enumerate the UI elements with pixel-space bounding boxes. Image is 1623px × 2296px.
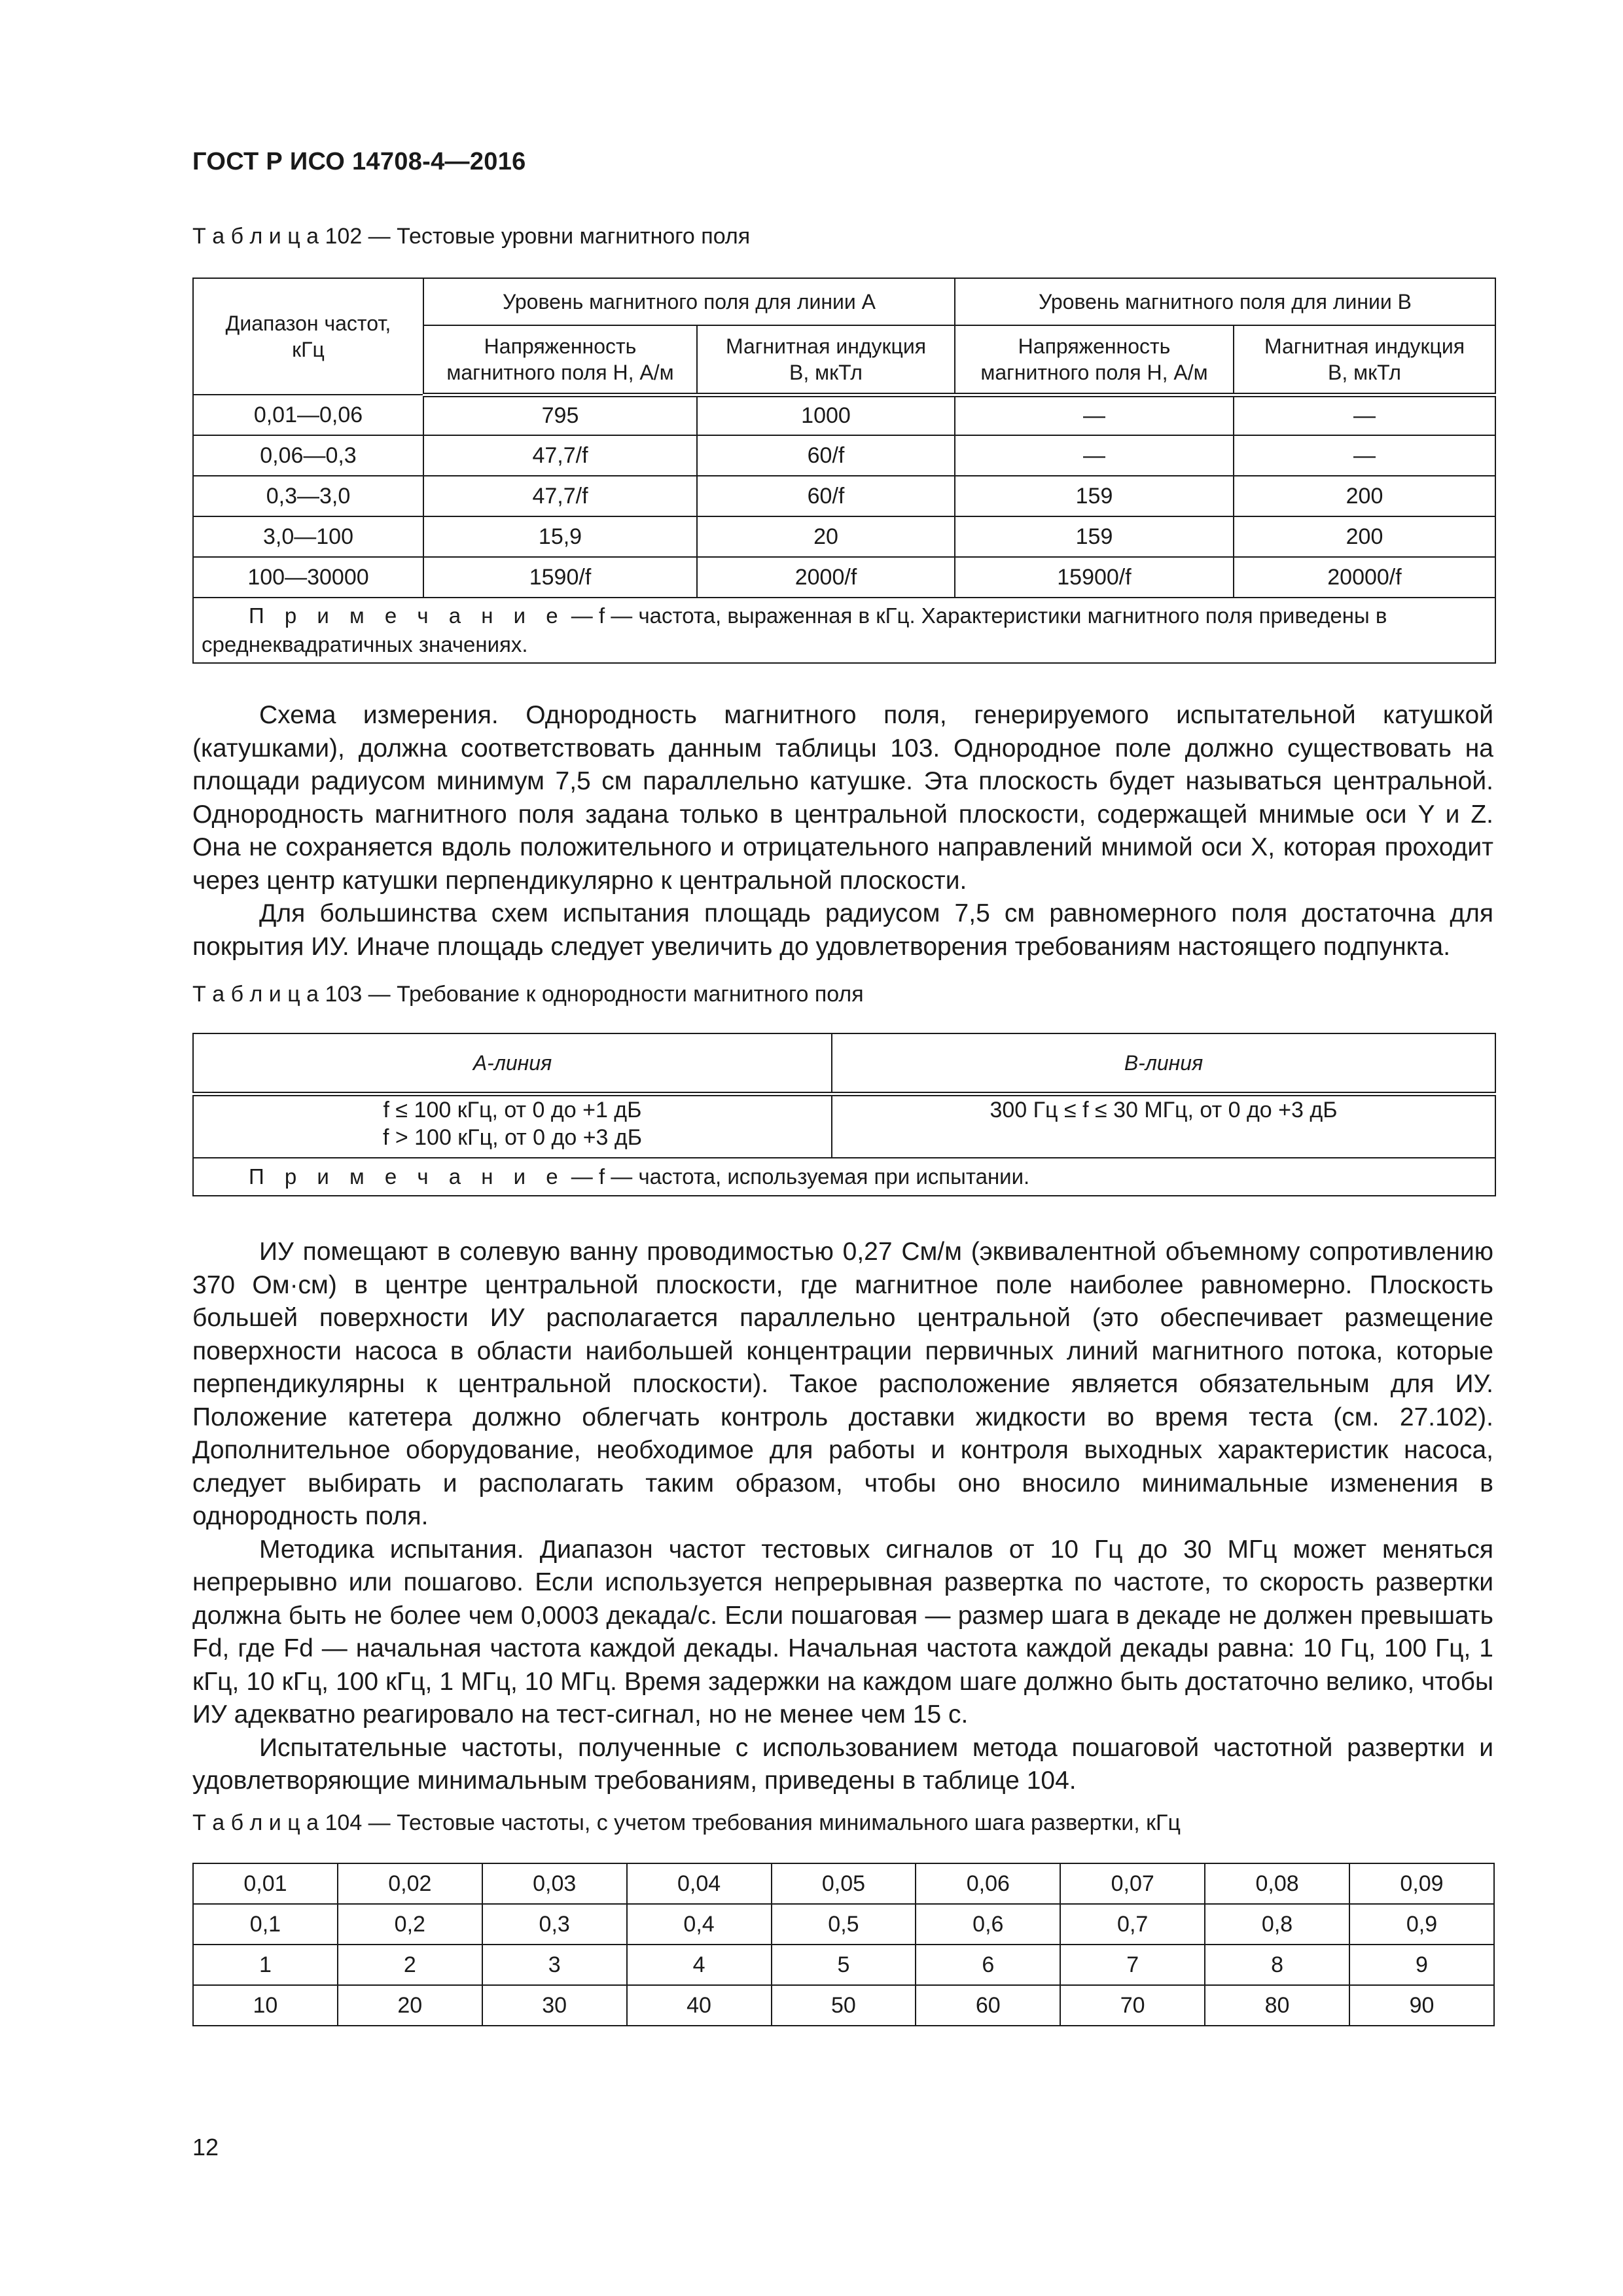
group-header-line-b: Уровень магнитного поля для линии B	[955, 278, 1495, 325]
table-cell: —	[1234, 435, 1495, 476]
a-line-requirement	[193, 1094, 832, 1158]
table-cell: 1000	[697, 395, 955, 435]
table-cell: 2000/f	[697, 557, 955, 598]
note-text: — f — частота, выраженная в кГц. Характеристики магнитного поля приведены в среднеквадратичных значениях.	[202, 603, 1387, 656]
sub-header-h-b: Напряженность магнитного поля H, А/м	[955, 325, 1234, 395]
table-cell: 80	[1205, 1985, 1349, 2026]
table-103-note	[193, 1158, 1495, 1196]
sub-header-h-a: Напряженность магнитного поля H, А/м	[423, 325, 697, 395]
table-cell: 200	[1234, 516, 1495, 557]
table-cell: 6	[916, 1945, 1060, 1985]
table-cell: 9	[1349, 1945, 1494, 1985]
document-header: ГОСТ Р ИСО 14708-4—2016	[192, 148, 526, 175]
a-line-requirement-2: f > 100 кГц, от 0 до +3 дБ	[382, 1125, 643, 1150]
sub-header-b-a: Магнитная индукция B, мкТл	[697, 325, 955, 395]
table-row	[193, 1863, 1494, 1904]
table-cell: 0,1	[193, 1904, 338, 1945]
table-cell: 0,01	[193, 1863, 338, 1904]
table-cell: 0,06—0,3	[193, 435, 423, 476]
paragraph: Схема измерения. Однородность магнитного поля, генерируемого испытательной катушкой (катушками), должна соответствовать данным таблицы 103. Однородное поле должно существовать на площади радиусом минимум 7,5 см параллельно катушке. Эта плоскость будет называться центральной. Однородность магнитного поля задана только в центральной плоскости, содержащей мнимые оси Y и Z. Она не сохраняется вдоль положительного и отрицательного направлений мнимой оси X, которая проходит через центр катушки перпендикулярно к центральной плоскости.	[192, 701, 1493, 895]
table-cell: 0,9	[1349, 1904, 1494, 1945]
table-103-caption	[192, 982, 864, 1007]
note-label: П р и м е ч а н и е	[249, 1164, 565, 1189]
note-label: П р и м е ч а н и е	[249, 603, 565, 628]
table-cell: 0,07	[1060, 1863, 1205, 1904]
body-section-1	[192, 699, 1493, 963]
table-cell: —	[1234, 395, 1495, 435]
table-cell: 0,7	[1060, 1904, 1205, 1945]
b-line-requirement	[832, 1094, 1495, 1158]
table-cell: 159	[955, 476, 1234, 516]
table-cell: 0,8	[1205, 1904, 1349, 1945]
table-row	[193, 1094, 1495, 1158]
table-cell: 8	[1205, 1945, 1349, 1985]
table-row	[193, 557, 1495, 598]
table-cell: 200	[1234, 476, 1495, 516]
table-cell: 7	[1060, 1945, 1205, 1985]
table-cell: 3,0—100	[193, 516, 423, 557]
table-row	[193, 435, 1495, 476]
table-cell: 4	[627, 1945, 772, 1985]
table-cell: —	[955, 435, 1234, 476]
table-cell: 0,6	[916, 1904, 1060, 1945]
table-row	[193, 1985, 1494, 2026]
table-cell: 1	[193, 1945, 338, 1985]
paragraph: Для большинства схем испытания площадь радиусом 7,5 см равномерного поля достаточна для покрытия ИУ. Иначе площадь следует увеличить до удовлетворения требованиям настоящего подпункта.	[192, 899, 1493, 961]
table-104-caption	[192, 1810, 1181, 1836]
table-cell: 20000/f	[1234, 557, 1495, 598]
table-102-caption	[192, 224, 750, 249]
table-cell: 0,4	[627, 1904, 772, 1945]
table-cell: 0,01—0,06	[193, 395, 423, 435]
table-cell: 20	[697, 516, 955, 557]
table-cell: 47,7/f	[423, 435, 697, 476]
table-cell: 0,05	[772, 1863, 916, 1904]
table-cell: 10	[193, 1985, 338, 2026]
b-line-requirement-1: 300 Гц ≤ f ≤ 30 МГц, от 0 до +3 дБ	[990, 1097, 1338, 1122]
table-cell: 2	[338, 1945, 482, 1985]
table-cell: 0,03	[482, 1863, 627, 1904]
table-cell: 0,08	[1205, 1863, 1349, 1904]
table-cell: 0,5	[772, 1904, 916, 1945]
table-cell: 40	[627, 1985, 772, 2026]
caption-text: 104 — Тестовые частоты, с учетом требования минимального шага развертки, кГц	[325, 1810, 1181, 1835]
table-cell: 5	[772, 1945, 916, 1985]
table-104	[192, 1863, 1495, 2026]
table-103	[192, 1033, 1496, 1196]
table-cell: 1590/f	[423, 557, 697, 598]
table-cell: —	[955, 395, 1234, 435]
table-cell: 0,04	[627, 1863, 772, 1904]
table-cell: 3	[482, 1945, 627, 1985]
paragraph: ИУ помещают в солевую ванну проводимостью 0,27 См/м (эквивалентной объемному сопротивлению 370 Ом·см) в центре центральной плоскости, где магнитное поле наиболее равномерно. Плоскость большей поверхности ИУ располагается параллельно центральной (это обеспечивает размещение поверхности насоса в области наибольшей концентрации первичных линий магнитного потока, которые перпендикулярны к центральной плоскости). Такое расположение является обязательным для ИУ. Положение катетера должно облегчать контроль доставки жидкости во время теста (см. 27.102). Дополнительное оборудование, необходимое для работы и контроля выходных характеристик насоса, следует выбирать и располагать таким образом, чтобы оно вносило минимальные изменения в однородность поля.	[192, 1238, 1493, 1530]
paragraph: Испытательные частоты, полученные с использованием метода пошаговой частотной развертки и удовлетворяющие минимальным требованиям, приведены в таблице 104.	[192, 1733, 1493, 1795]
table-row	[193, 516, 1495, 557]
table-cell: 90	[1349, 1985, 1494, 2026]
table-102-note	[193, 598, 1495, 663]
table-cell: 47,7/f	[423, 476, 697, 516]
table-row	[193, 476, 1495, 516]
caption-text: 102 — Тестовые уровни магнитного поля	[325, 224, 751, 249]
col-header-a-line: A-линия	[193, 1033, 832, 1094]
caption-text: 103 — Требование к однородности магнитного поля	[325, 982, 864, 1007]
table-cell: 0,02	[338, 1863, 482, 1904]
table-102	[192, 278, 1496, 664]
body-section-2	[192, 1236, 1493, 1798]
table-cell: 0,09	[1349, 1863, 1494, 1904]
table-cell: 15900/f	[955, 557, 1234, 598]
table-cell: 159	[955, 516, 1234, 557]
table-cell: 0,3	[482, 1904, 627, 1945]
table-cell: 20	[338, 1985, 482, 2026]
group-header-line-a: Уровень магнитного поля для линии A	[423, 278, 955, 325]
col-header-b-line: B-линия	[832, 1033, 1495, 1094]
table-cell: 0,06	[916, 1863, 1060, 1904]
table-cell: 15,9	[423, 516, 697, 557]
caption-prefix: Т а б л и ц а	[192, 1810, 319, 1835]
table-cell: 70	[1060, 1985, 1205, 2026]
table-cell: 795	[423, 395, 697, 435]
sub-header-b-b: Магнитная индукция B, мкТл	[1234, 325, 1495, 395]
paragraph: Методика испытания. Диапазон частот тестовых сигналов от 10 Гц до 30 МГц может меняться непрерывно или пошагово. Если используется непрерывная развертка по частоте, то скорость развертки должна быть не более чем 0,0003 декада/с. Если пошаговая — размер шага в декаде не должен превышать Fd, где Fd — начальная частота каждой декады. Начальная частота каждой декады равна: 10 Гц, 100 Гц, 1 кГц, 10 кГц, 100 кГц, 1 МГц, 10 МГц. Время задержки на каждом шаге должно быть достаточно велико, чтобы ИУ адекватно реагировало на тест-сигнал, но не менее чем 15 с.	[192, 1535, 1493, 1729]
caption-prefix: Т а б л и ц а	[192, 224, 319, 249]
table-cell: 60/f	[697, 476, 955, 516]
table-cell: 30	[482, 1985, 627, 2026]
table-cell: 50	[772, 1985, 916, 2026]
note-text: — f — частота, используемая при испытании.	[565, 1164, 1030, 1189]
a-line-requirement-1: f ≤ 100 кГц, от 0 до +1 дБ	[383, 1097, 642, 1122]
table-cell: 60/f	[697, 435, 955, 476]
col-header-frequency: Диапазон частот, кГц	[193, 278, 423, 395]
page-number: 12	[192, 2134, 219, 2161]
caption-prefix: Т а б л и ц а	[192, 982, 319, 1007]
table-cell: 0,3—3,0	[193, 476, 423, 516]
table-row	[193, 1904, 1494, 1945]
table-cell: 60	[916, 1985, 1060, 2026]
table-cell: 0,2	[338, 1904, 482, 1945]
table-cell: 100—30000	[193, 557, 423, 598]
table-row	[193, 395, 1495, 435]
table-row	[193, 1945, 1494, 1985]
